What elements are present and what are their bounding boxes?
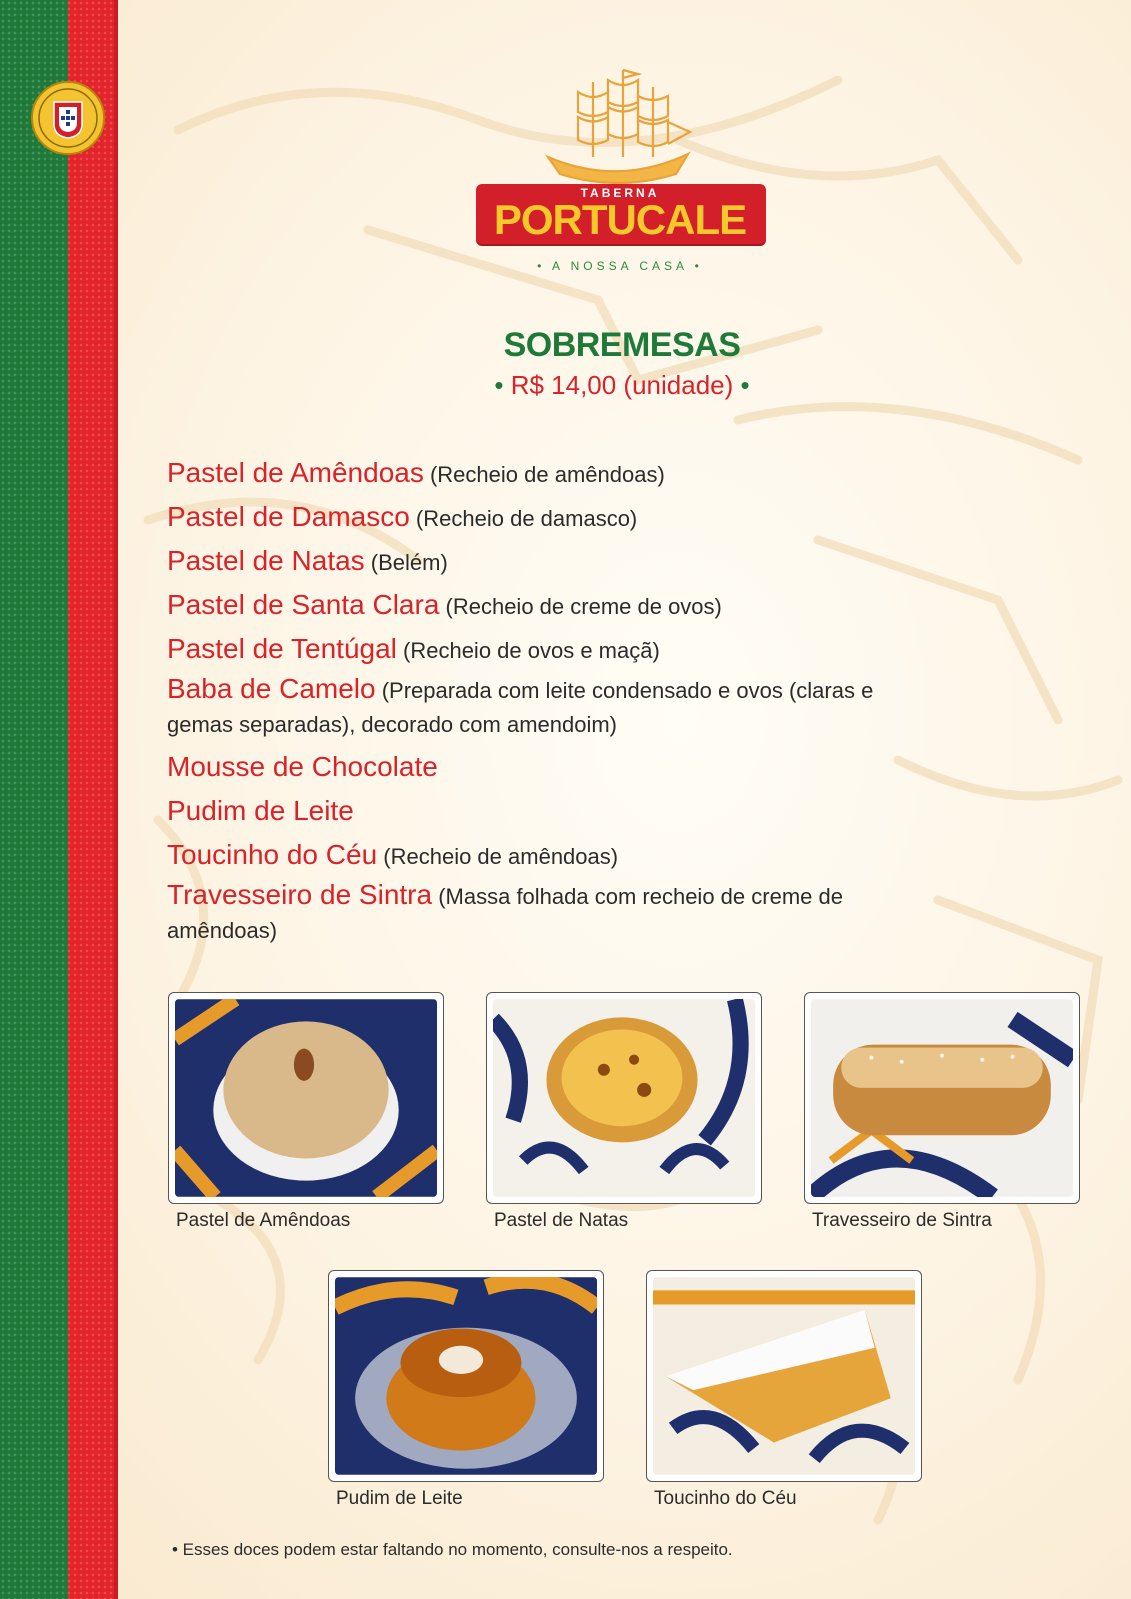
pastry-image — [653, 1277, 915, 1475]
menu-item — [167, 834, 927, 878]
menu-item-name: Travesseiro de Sintra — [167, 879, 433, 910]
menu-item — [167, 452, 927, 496]
logo-small-text: TABERNA — [580, 186, 660, 200]
menu-item-desc: (Belém) — [370, 550, 448, 575]
section-price — [422, 370, 822, 401]
ship-logo-icon — [538, 62, 698, 192]
pastry-image — [493, 999, 755, 1197]
section-title: SOBREMESAS — [503, 326, 741, 364]
pastry-image — [175, 999, 437, 1197]
grunge-texture — [0, 0, 116, 1599]
menu-item-name: Pastel de Amêndoas — [167, 457, 424, 488]
menu-item-name: Pudim de Leite — [167, 795, 354, 826]
price-bullet-left: • — [494, 370, 504, 400]
menu-item-desc: (Preparada com leite condensado e ovos (claras e gemas separadas), decorado com amendoim) — [167, 678, 874, 737]
availability-note: • Esses doces podem estar faltando no momento, consulte-nos a respeito. — [172, 1540, 733, 1559]
menu-item-desc: (Recheio de ovos e maçã) — [403, 638, 660, 663]
photo-travesseiro-de-sintra — [804, 992, 1080, 1204]
photo-caption: Toucinho do Céu — [654, 1488, 797, 1509]
menu-item — [167, 790, 927, 834]
portuguese-coat-of-arms-icon — [30, 80, 106, 156]
photo-pudim-de-leite — [328, 1270, 604, 1482]
taberna-portucale-logo — [470, 62, 770, 277]
photo-toucinho-do-ceu — [646, 1270, 922, 1482]
menu-item-desc: (Massa folhada com recheio de creme de amêndoas) — [167, 884, 843, 943]
menu-item-desc: (Recheio de creme de ovos) — [445, 594, 722, 619]
menu-item — [167, 496, 927, 540]
portugal-flag-stripe — [0, 0, 118, 1599]
menu-item — [167, 584, 927, 628]
photo-caption: Travesseiro de Sintra — [812, 1210, 992, 1231]
photo-pastel-de-natas — [486, 992, 762, 1204]
menu-item-name: Toucinho do Céu — [167, 839, 378, 870]
menu-item — [167, 746, 927, 790]
menu-item — [167, 540, 927, 584]
photo-caption: Pastel de Amêndoas — [176, 1210, 351, 1231]
menu-item-name: Mousse de Chocolate — [167, 751, 438, 782]
menu-item — [167, 878, 927, 948]
menu-item-name: Pastel de Natas — [167, 545, 365, 576]
menu-item-name: Pastel de Tentúgal — [167, 633, 397, 664]
photo-caption: Pudim de Leite — [336, 1488, 463, 1509]
price-bullet-right: • — [740, 370, 750, 400]
menu-item-desc: (Recheio de damasco) — [415, 506, 638, 531]
menu-item-desc: (Recheio de amêndoas) — [383, 844, 619, 869]
pastry-image — [811, 999, 1073, 1197]
photo-caption: Pastel de Natas — [494, 1210, 629, 1231]
pastry-image — [335, 1277, 597, 1475]
menu-item-name: Pastel de Santa Clara — [167, 589, 440, 620]
menu-item — [167, 628, 927, 672]
menu-item — [167, 672, 927, 742]
logo-tagline: • A NOSSA CASA • — [537, 259, 703, 273]
price-text: R$ 14,00 (unidade) — [510, 370, 734, 400]
menu-item-name: Baba de Camelo — [167, 673, 376, 704]
menu-item-name: Pastel de Damasco — [167, 501, 410, 532]
menu-item-desc: (Recheio de amêndoas) — [429, 462, 665, 487]
dessert-menu-list — [167, 452, 927, 952]
photo-pastel-de-amendoas — [168, 992, 444, 1204]
logo-brand-name: PORTUCALE — [493, 196, 747, 243]
